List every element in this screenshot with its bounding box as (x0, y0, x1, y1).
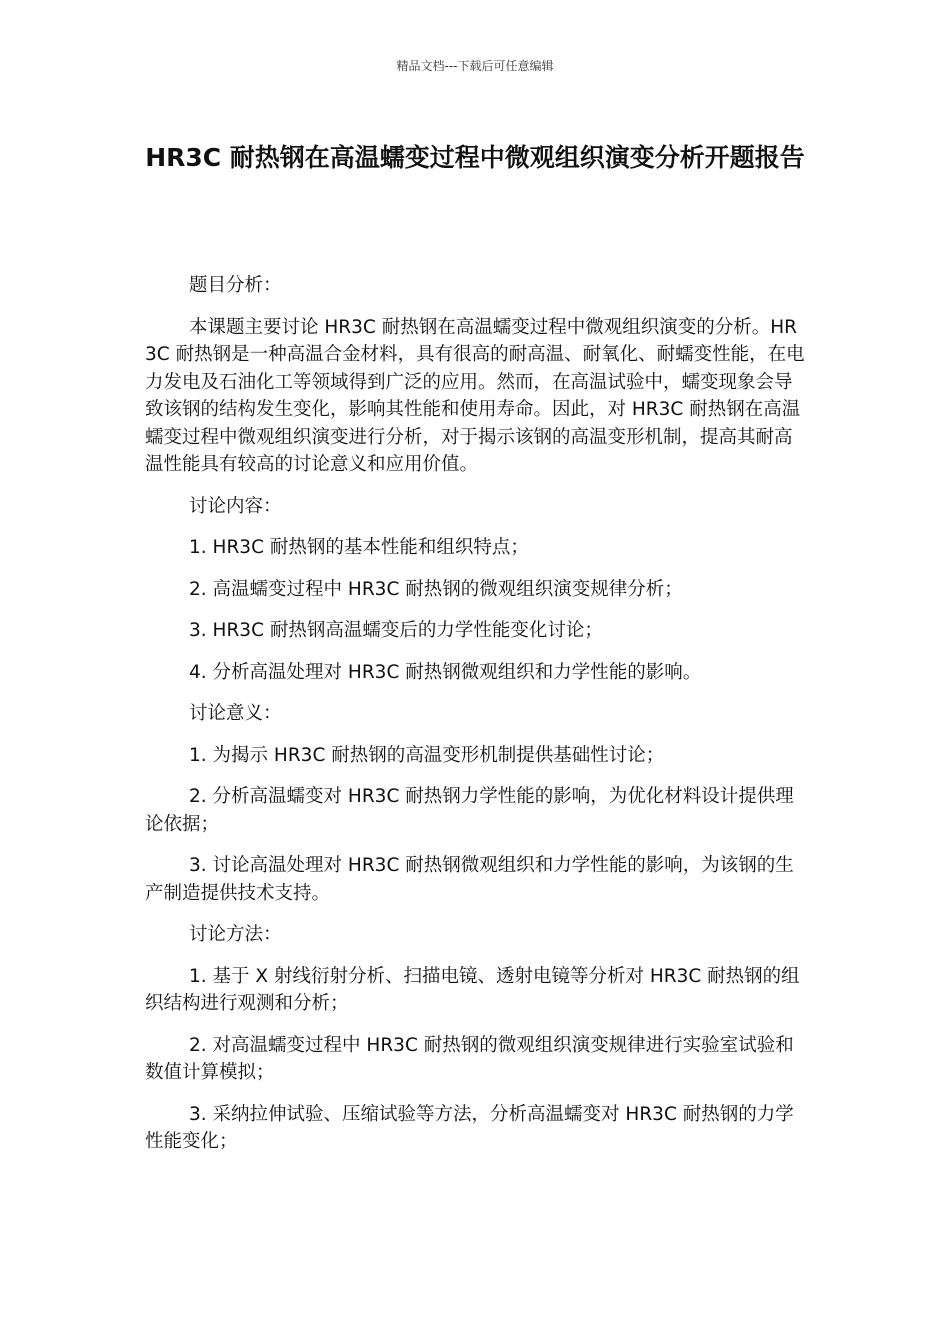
method-item-1: 1. 基于 X 射线衍射分析、扫描电镜、透射电镜等分析对 HR3C 耐热钢的组织结构进行观测和分析； (145, 965, 800, 1014)
section-heading-significance: 讨论意义： (189, 703, 282, 724)
content-item-3: 3. HR3C 耐热钢高温蠕变后的力学性能变化讨论； (189, 620, 603, 641)
document-title: HR3C 耐热钢在高温蠕变过程中微观组织演变分析开题报告 (145, 143, 805, 172)
page-header: 精品文档---下载后可任意编辑 (396, 59, 554, 73)
section-heading-analysis: 题目分析： (189, 275, 282, 296)
significance-item-3: 3. 讨论高温处理对 HR3C 耐热钢微观组织和力学性能的影响，为该钢的生产制造提供技术支持。 (145, 855, 794, 904)
method-item-3: 3. 采纳拉伸试验、压缩试验等方法，分析高温蠕变对 HR3C 耐热钢的力学性能变化； (145, 1103, 794, 1152)
content-item-2: 2. 高温蠕变过程中 HR3C 耐热钢的微观组织演变规律分析； (189, 578, 683, 600)
significance-item-1: 1. 为揭示 HR3C 耐热钢的高温变形机制提供基础性讨论； (189, 744, 665, 766)
analysis-paragraph: 本课题主要讨论 HR3C 耐热钢在高温蠕变过程中微观组织演变的分析。HR3C 耐热钢是一种高温合金材料，具有很高的耐高温、耐氧化、耐蠕变性能，在电力发电及石油化工等领域得到广泛的应用。然而，在高温试验中，蠕变现象会导致该钢的结构发生变化，影响其性能和使用寿命。因此，对 HR3C 耐热钢在高温蠕变过程中微观组织演变进行分析，对于揭示该钢的高温变形机制，提高其耐高温性能具有较高的讨论意义和应用价值。 (145, 316, 805, 475)
method-item-2: 2. 对高温蠕变过程中 HR3C 耐热钢的微观组织演变规律进行实验室试验和数值计算模拟； (145, 1034, 794, 1083)
content-item-1: 1. HR3C 耐热钢的基本性能和组织特点； (189, 537, 529, 558)
document-body (145, 272, 805, 1170)
section-heading-method: 讨论方法： (189, 924, 282, 945)
section-heading-content: 讨论内容： (189, 495, 282, 517)
significance-item-2: 2. 分析高温蠕变对 HR3C 耐热钢力学性能的影响，为优化材料设计提供理论依据； (145, 786, 794, 835)
content-item-4: 4. 分析高温处理对 HR3C 耐热钢微观组织和力学性能的影响。 (189, 661, 702, 683)
